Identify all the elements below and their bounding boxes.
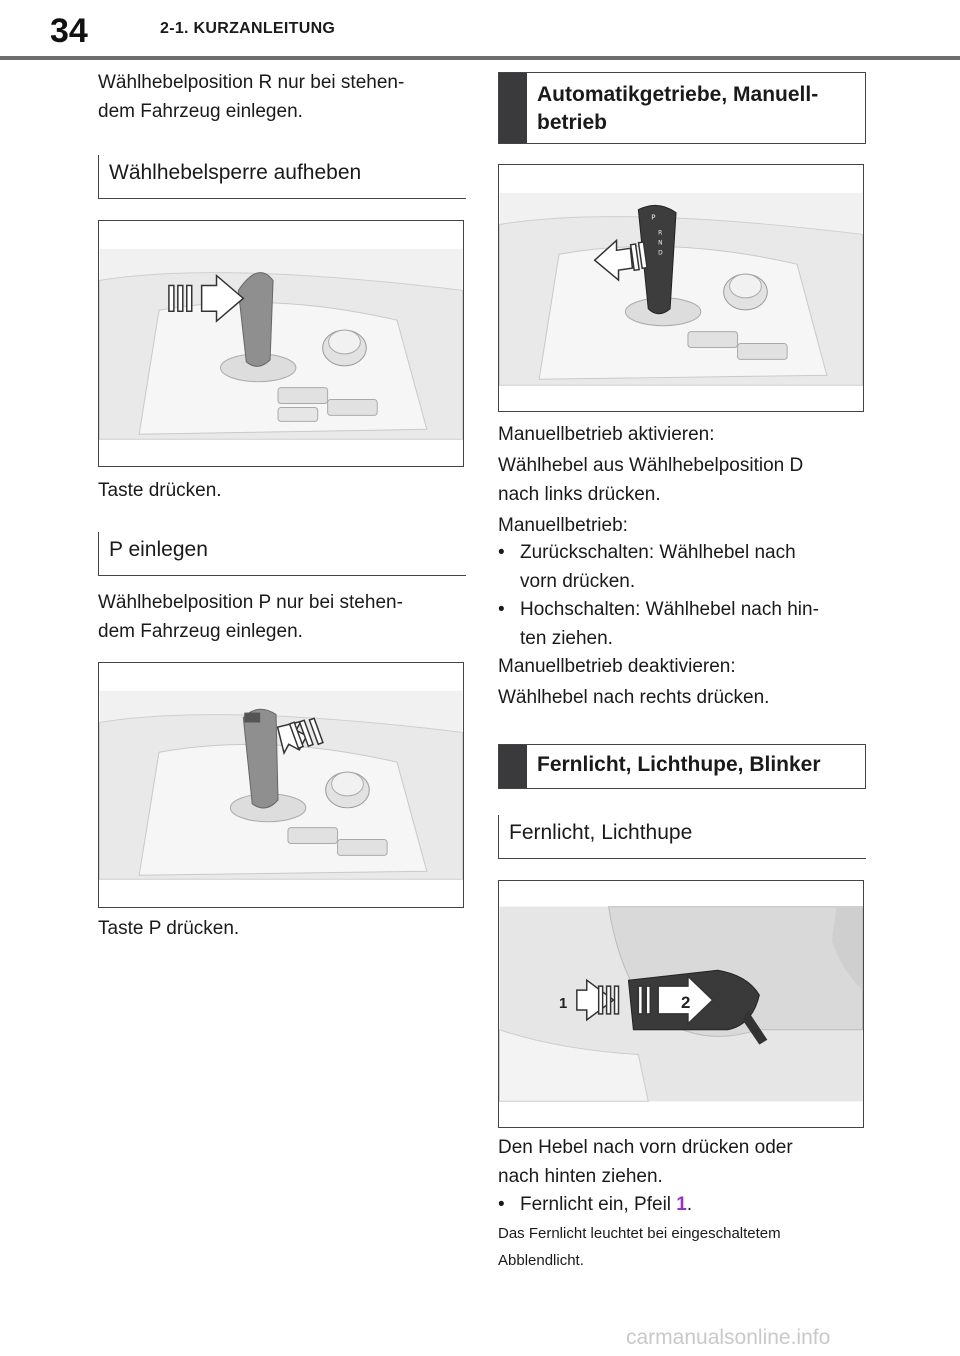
svg-text:N: N <box>658 239 663 247</box>
page-number: 34 <box>50 12 88 50</box>
p-text-line-1: Wählhebelposition P nur bei stehen- <box>98 592 403 613</box>
manual-activate: Manuellbetrieb aktivieren: <box>498 424 715 445</box>
heading-bar <box>499 745 527 788</box>
figure-shift-lock <box>98 220 464 467</box>
bullet-upshift <box>498 595 866 653</box>
auto-heading <box>498 72 866 144</box>
lock-caption: Taste drücken. <box>98 480 222 501</box>
watermark: carmanualsonline.info <box>626 1326 831 1349</box>
auto-heading-line-2: betrieb <box>537 111 608 134</box>
lever-text-line-1: Den Hebel nach vorn drücken oder <box>498 1137 793 1158</box>
p-text-line-2: dem Fahrzeug einlegen. <box>98 621 303 642</box>
high-beam-illustration <box>499 881 863 1127</box>
bullet-downshift-line-1: Zurückschalten: Wählhebel nach <box>520 542 796 563</box>
p-button-illustration <box>99 663 463 907</box>
figure-label-1: 1 <box>558 995 568 1012</box>
bullet-highbeam-period: . <box>686 1194 693 1215</box>
p-heading <box>98 532 466 576</box>
note-line-2: Abblendlicht. <box>498 1252 584 1269</box>
lights-heading <box>498 744 866 789</box>
intro-line-2: dem Fahrzeug einlegen. <box>98 101 303 122</box>
lever-text-line-2: nach hinten ziehen. <box>498 1166 663 1187</box>
bullet-upshift-line-1: Hochschalten: Wählhebel nach hin- <box>520 599 819 620</box>
chapter-title: 2-1. KURZANLEITUNG <box>160 20 336 37</box>
svg-text:D: D <box>658 249 663 257</box>
figure-label-2: 2 <box>681 992 691 1012</box>
manual-push-line-1: Wählhebel aus Wählhebelposition D <box>498 455 804 476</box>
heading-bar <box>499 73 527 143</box>
bullet-dot: • <box>498 599 505 620</box>
bullet-downshift-line-2: vorn drücken. <box>520 571 636 592</box>
header-rule <box>0 56 960 60</box>
highbeam-heading-text: Fernlicht, Lichthupe <box>509 821 693 844</box>
manual-label: Manuellbetrieb: <box>498 515 628 536</box>
manual-deactivate: Manuellbetrieb deaktivieren: <box>498 656 736 677</box>
bullet-downshift <box>498 538 866 596</box>
lock-heading <box>98 155 466 199</box>
figure-high-beam <box>498 880 864 1128</box>
manual-push-line-2: nach links drücken. <box>498 484 661 505</box>
svg-text:R: R <box>658 229 663 237</box>
highbeam-heading <box>498 815 866 859</box>
lights-heading-text: Fernlicht, Lichthupe, Blinker <box>537 753 821 776</box>
arrow-number-1: 1 <box>676 1194 687 1215</box>
bullet-dot: • <box>498 542 505 563</box>
lock-heading-text: Wählhebelsperre aufheben <box>109 161 362 184</box>
note-line-1: Das Fernlicht leuchtet bei eingeschaltetem <box>498 1225 781 1242</box>
auto-heading-line-1: Automatikgetriebe, Manuell- <box>537 83 819 106</box>
bullet-upshift-line-2: ten ziehen. <box>520 628 613 649</box>
figure-manual-mode <box>498 164 864 412</box>
manual-mode-illustration <box>499 165 863 411</box>
p-heading-text: P einlegen <box>109 538 208 561</box>
auto-heading-text <box>527 73 828 143</box>
manual-right: Wählhebel nach rechts drücken. <box>498 687 770 708</box>
svg-text:P: P <box>651 213 656 222</box>
p-caption: Taste P drücken. <box>98 918 240 939</box>
bullet-highbeam-label: Fernlicht ein, Pfeil <box>520 1194 672 1215</box>
figure-p-button <box>98 662 464 908</box>
bullet-highbeam-text <box>520 1190 860 1219</box>
page-header <box>0 0 960 60</box>
shift-lock-illustration <box>99 221 463 466</box>
intro-line-1: Wählhebelposition R nur bei stehen- <box>98 72 405 93</box>
bullet-highbeam-on <box>498 1190 866 1220</box>
bullet-dot: • <box>498 1194 505 1215</box>
